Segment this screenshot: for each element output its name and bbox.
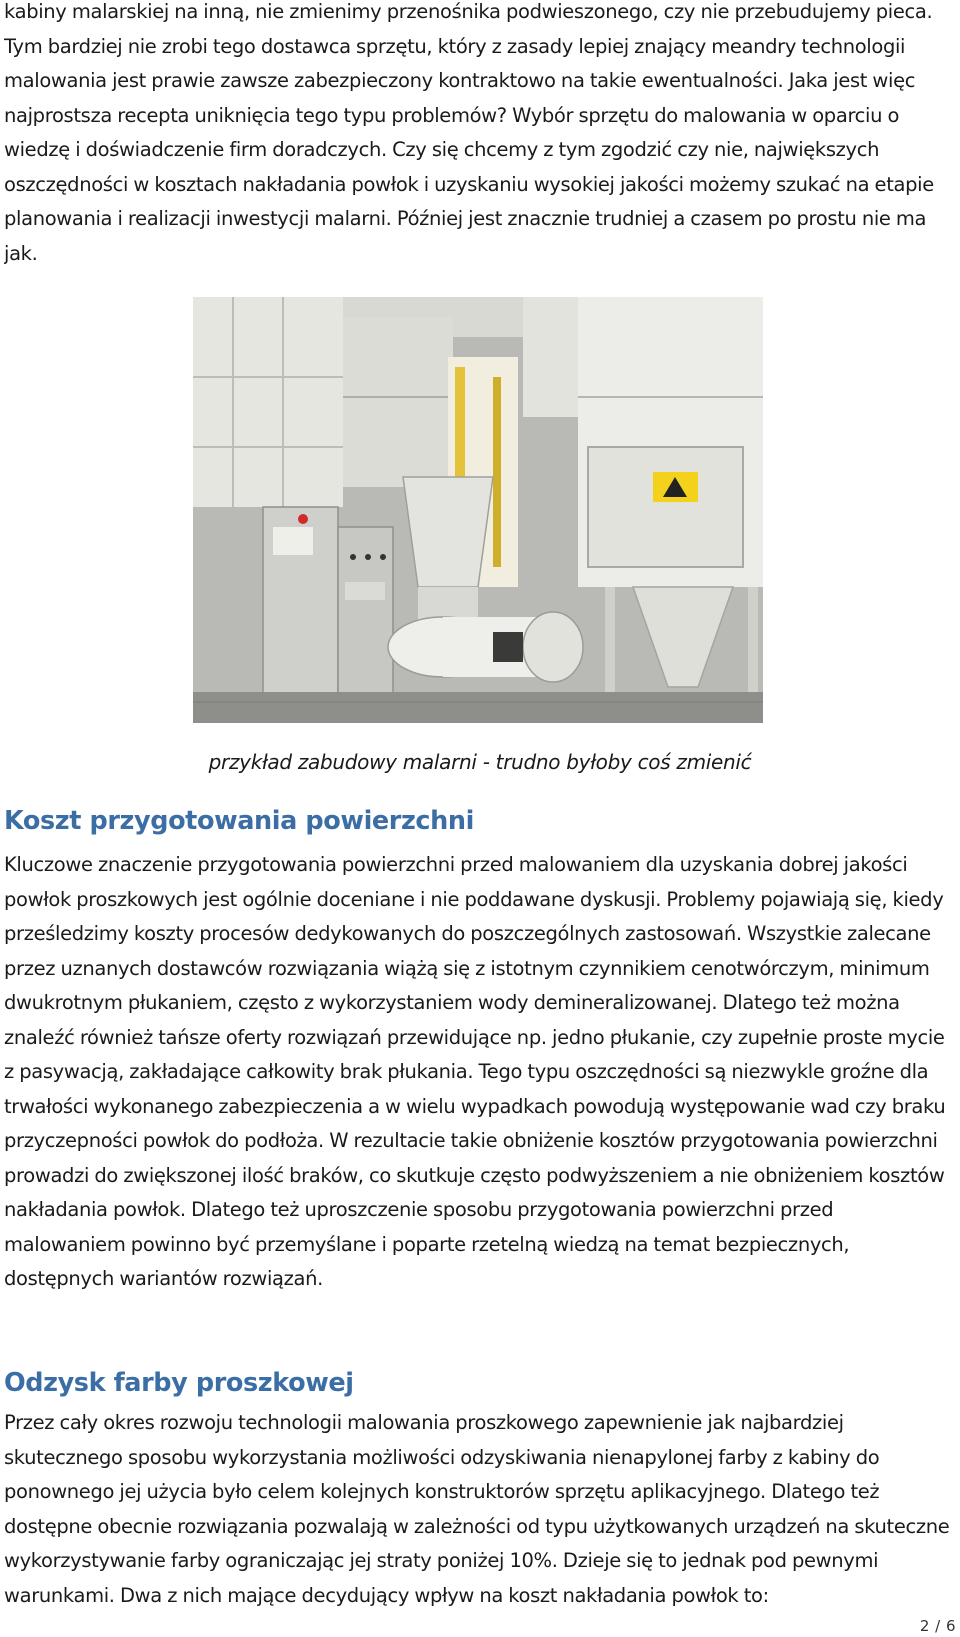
paragraph-koszt: Kluczowe znaczenie przygotowania powierzchni przed malowaniem dla uzyskania dobrej jakości powłok proszkowych jest ogólnie doceniane i nie poddawane dyskusji. Problemy pojawiają się, kiedy prześledzimy koszty procesów dedykowanych do poszczególnych zastosowań. Wszystkie zalecane przez uznanych dostawców rozwiązania wiążą się z istotnym czynnikiem cenotwórczym, minimum dwukrotnym płukaniem, często z wykorzystaniem wody demineralizowanej. Dlatego też można znaleźć również tańsze oferty rozwiązań przewidujące np. jedno płukanie, czy zupełnie proste mycie z pasywacją, zakładające całkowity brak płukania. Tego typu oszczędności są niezwykle groźne dla trwałości wykonanego zabezpieczenia a w wielu wypadkach powodują występowanie wad czy braku przyczepności powłok do podłoża. W rezultacie takie obniżenie kosztów przygotowania powierzchni prowadzi do zwiększonej ilość braków, co skutkuje często podwyższeniem a nie obniżeniem kosztów nakładania powłok. Dlatego też uproszczenie sposobu przygotowania powierzchni przed malowaniem powinno być przemyślane i poparte rzetelną wiedzą na temat bezpiecznych, dostępnych wariantów rozwiązań. [4, 853, 946, 1290]
paragraph-intro: kabiny malarskiej na inną, nie zmienimy przenośnika podwieszonego, czy nie przebudujemy pieca. Tym bardziej nie zrobi tego dostawca sprzętu, który z zasady lepiej znający meandry technologii malowania jest prawie zawsze zabezpieczony kontraktowo na takie ewentualności. Jaka jest więc najprostsza recepta uniknięcia tego typu problemów? Wybór sprzętu do malowania w oparciu o wiedzę i doświadczenie firm doradczych. Czy się chcemy z tym zgodzić czy nie, największych oszczędności w kosztach nakładania powłok i uzyskaniu wysokiej jakości możemy szukać na etapie planowania i realizacji inwestycji malarni. Później jest znacznie trudniej a czasem po prostu nie ma jak. [4, 0, 934, 265]
paint-shop-photo [193, 297, 763, 723]
section-heading-koszt: Koszt przygotowania powierzchni [4, 806, 474, 836]
paragraph-odzysk: Przez cały okres rozwoju technologii malowania proszkowego zapewnienie jak najbardziej skutecznego sposobu wykorzystania możliwości odzyskiwania nienapylonej farby z kabiny do ponownego jej użycia było celem kolejnych konstruktorów sprzętu aplikacyjnego. Dlatego też dostępne obecnie rozwiązania pozwalają w zależności od typu użytkowanych urządzeń na skuteczne wykorzystywanie farby ograniczając jej straty poniżej 10%. Dzieje się to jednak pod pewnymi warunkami. Dwa z nich mające decydujący wpływ na koszt nakładania powłok to: [4, 1411, 950, 1607]
document-page [4, 0, 956, 267]
section-heading-odzysk: Odzysk farby proszkowej [4, 1368, 354, 1398]
paint-shop-illustration [193, 297, 763, 723]
figure-caption: przykład zabudowy malarni - trudno byłoby coś zmienić [208, 750, 752, 774]
page-number: 2 / 6 [919, 1617, 956, 1635]
